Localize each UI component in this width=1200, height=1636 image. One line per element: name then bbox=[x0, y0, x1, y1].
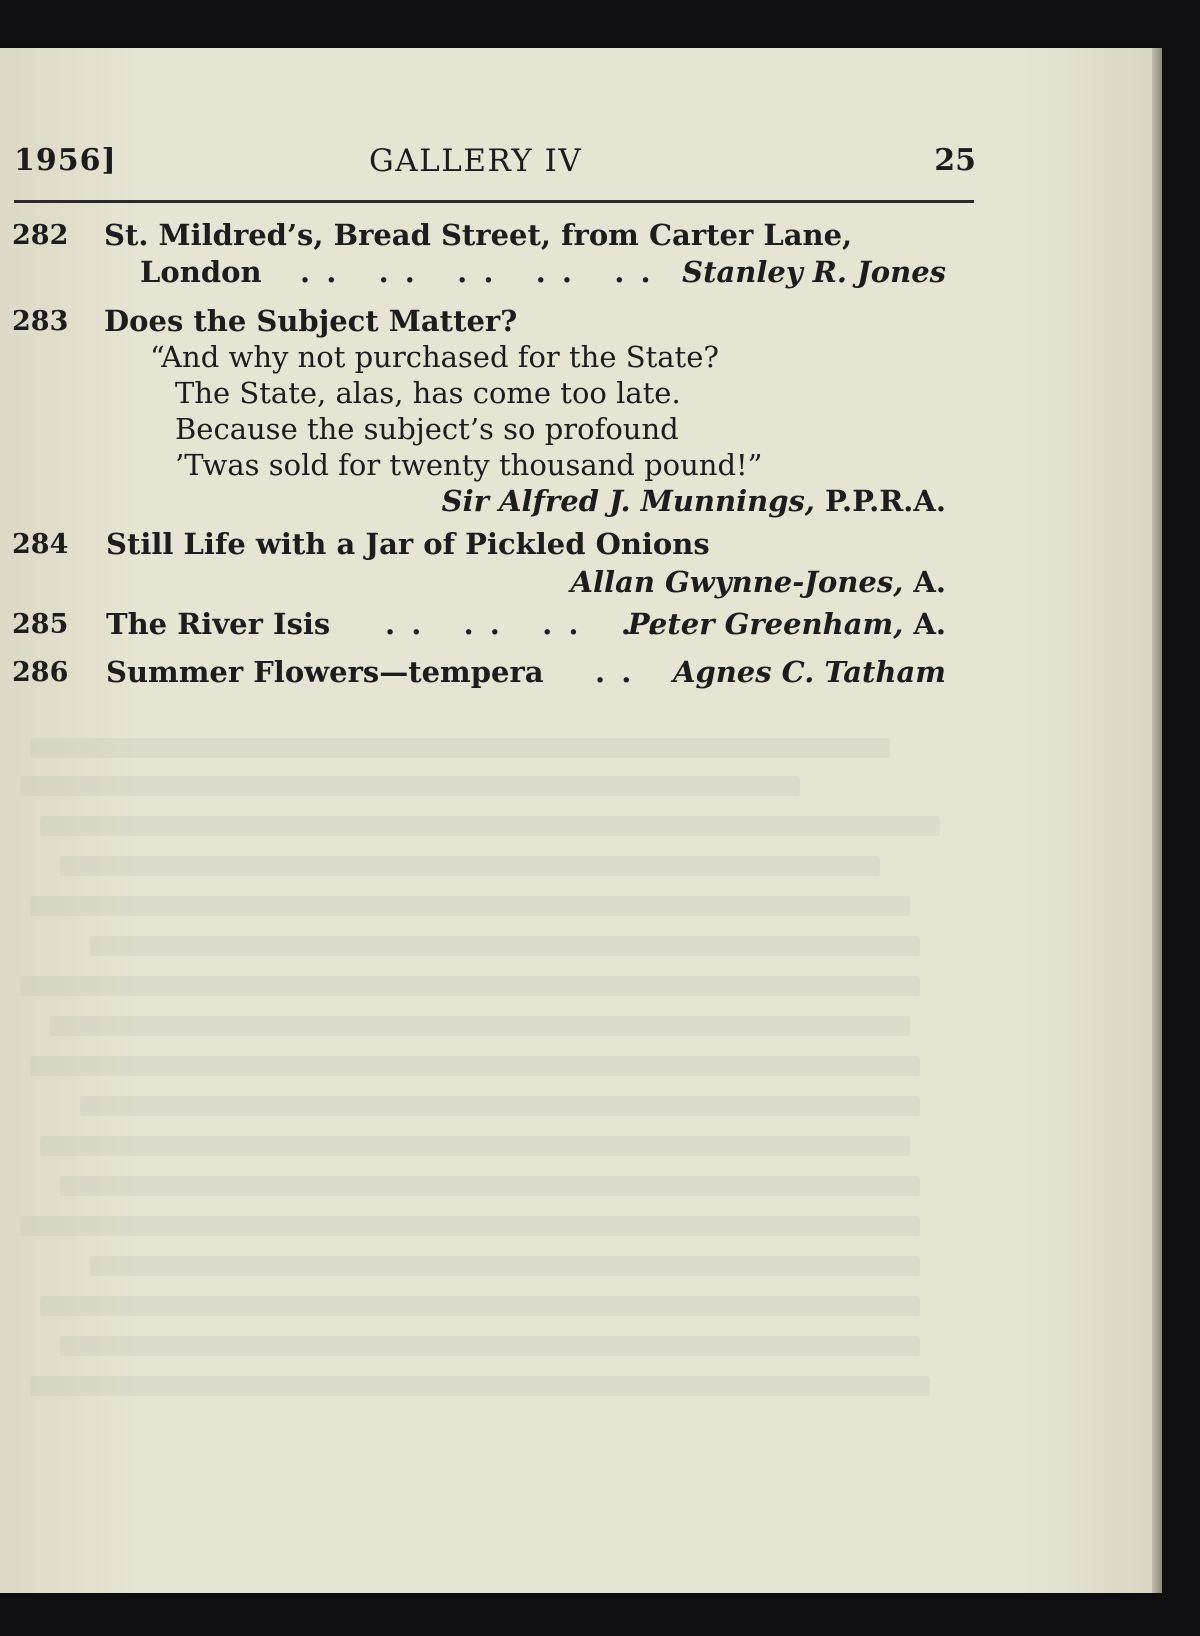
catalogue-page bbox=[0, 48, 1158, 1593]
leader-dots: . . . . . . . . bbox=[385, 607, 661, 641]
entry-title: St. Mildred’s, Bread Street, from Carter Lane, bbox=[104, 218, 853, 252]
entry-number: 286 bbox=[12, 657, 69, 688]
entry-title: Does the Subject Matter? bbox=[104, 304, 518, 338]
entry-artist: Peter Greenham, A. bbox=[627, 607, 946, 641]
page-edge bbox=[1152, 48, 1162, 1593]
entry-title: The River Isis bbox=[106, 607, 331, 641]
entry-number: 282 bbox=[12, 220, 69, 251]
header-page-number: 25 bbox=[934, 143, 976, 178]
verse-line: ’Twas sold for twenty thousand pound!” bbox=[175, 448, 763, 482]
entry-number: 283 bbox=[12, 306, 69, 337]
header-gallery-title: GALLERY IV bbox=[369, 143, 583, 179]
header-year: 1956] bbox=[14, 143, 117, 178]
entry-title: Still Life with a Jar of Pickled Onions bbox=[106, 527, 710, 561]
entry-number: 284 bbox=[12, 529, 69, 560]
entry-title: Summer Flowers—tempera bbox=[106, 655, 544, 689]
verse-line: Because the subject’s so profound bbox=[175, 412, 679, 446]
entry-artist: Allan Gwynne-Jones, A. bbox=[570, 565, 946, 599]
leader-dots: . . bbox=[595, 655, 635, 689]
entry-artist: Agnes C. Tatham bbox=[672, 655, 946, 689]
page-header bbox=[14, 143, 976, 193]
header-rule bbox=[14, 200, 974, 203]
entry-artist: Sir Alfred J. Munnings, P.P.R.A. bbox=[441, 484, 946, 518]
verse-line: “And why not purchased for the State? bbox=[150, 340, 719, 374]
verse-line: The State, alas, has come too late. bbox=[175, 376, 681, 410]
leader-dots: . . . . . . . . . . bbox=[300, 255, 654, 289]
entry-artist: Stanley R. Jones bbox=[682, 255, 946, 289]
entry-number: 285 bbox=[12, 609, 69, 640]
entry-title-continued: London bbox=[140, 255, 262, 289]
